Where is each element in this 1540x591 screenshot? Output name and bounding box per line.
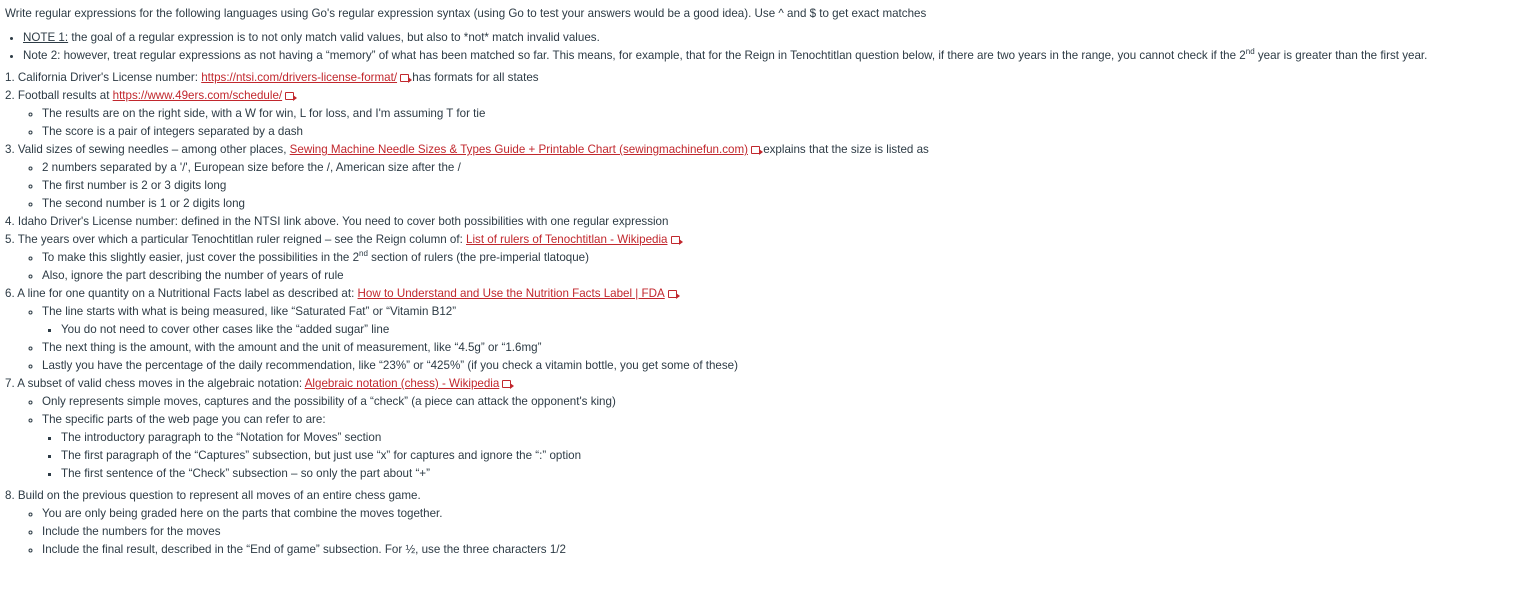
note-2-sup: nd bbox=[1245, 47, 1255, 57]
list-item: ◦ The score is a pair of integers separated by a dash bbox=[42, 123, 1540, 141]
external-link-icon[interactable] bbox=[668, 290, 677, 298]
q3-text-b: explains that the size is listed as bbox=[759, 143, 929, 156]
question-6 bbox=[5, 285, 1540, 375]
list-item: ◦ 2 numbers separated by a '/', European size before the /, American size after the / bbox=[42, 159, 1540, 177]
q7-text-a: A subset of valid chess moves in the algebraic notation: bbox=[17, 377, 305, 390]
list-item: ▪ You do not need to cover other cases like the “added sugar” line bbox=[61, 321, 1540, 339]
question-2 bbox=[5, 87, 1540, 141]
q6-sub-list bbox=[5, 303, 1540, 375]
note-1-label: NOTE 1: bbox=[23, 31, 69, 44]
q4-text: Idaho Driver's License number: defined in the NTSI link above. You need to cover both possibilities with one regular expression bbox=[17, 215, 669, 228]
list-item: ◦ The first number is 2 or 3 digits long bbox=[42, 177, 1540, 195]
list-item bbox=[42, 303, 1540, 339]
external-link-icon[interactable] bbox=[751, 146, 760, 154]
list-item: ◦ Lastly you have the percentage of the daily recommendation, like “23%” or “425%” (if you check a vitamin bottle, you get some of these) bbox=[42, 357, 1540, 375]
q8-number: 8. bbox=[5, 489, 15, 502]
questions-list bbox=[5, 69, 1540, 559]
q1-text-a: California Driver's License number: bbox=[17, 71, 202, 84]
note-1 bbox=[23, 29, 1540, 47]
q2-number: 2. bbox=[5, 89, 15, 102]
q6-number: 6. bbox=[5, 287, 15, 300]
q7-sub2-text: The specific parts of the web page you can refer to are: bbox=[42, 413, 326, 426]
q5-sub1-sup: nd bbox=[359, 249, 368, 259]
q1-text-b: has formats for all states bbox=[409, 71, 539, 84]
question-7 bbox=[5, 375, 1540, 483]
q3-text-a: Valid sizes of sewing needles – among other places, bbox=[17, 143, 290, 156]
external-link-icon[interactable] bbox=[671, 236, 680, 244]
q5-text-a: The years over which a particular Tenochtitlan ruler reigned – see the Reign column of: bbox=[17, 233, 467, 246]
q5-sub1-text-b: section of rulers (the pre-imperial tlatoque) bbox=[367, 251, 589, 264]
ntsi-link[interactable]: https://ntsi.com/drivers-license-format/ bbox=[201, 71, 398, 84]
question-4 bbox=[5, 213, 1540, 231]
q5-sub-list bbox=[5, 249, 1540, 285]
tenochtitlan-rulers-link[interactable]: List of rulers of Tenochtitlan - Wikipedia bbox=[466, 233, 668, 246]
list-item bbox=[42, 411, 1540, 483]
intro-paragraph: Write regular expressions for the following languages using Go's regular expression syntax (using Go to test your answers would be a good idea). Use ^ and $ to get exact matches bbox=[5, 7, 927, 20]
q3-sub-list bbox=[5, 159, 1540, 213]
q5-sub1-text-a: To make this slightly easier, just cover the possibilities in the 2 bbox=[42, 251, 360, 264]
list-item: ▪ The first sentence of the “Check” subsection – so only the part about “+” bbox=[61, 465, 1540, 483]
list-item: ◦ Only represents simple moves, captures and the possibility of a “check” (a piece can attack the opponent's king) bbox=[42, 393, 1540, 411]
q2-text-a: Football results at bbox=[17, 89, 113, 102]
note-2-text-a: Note 2: however, treat regular expressions as not having a “memory” of what has been matched so far. This means, for example, that for the Reign in Tenochtitlan question below, if there are two years in the range, you cannot check if the 2 bbox=[23, 49, 1246, 62]
question-5 bbox=[5, 231, 1540, 285]
question-3 bbox=[5, 141, 1540, 213]
note-1-text: the goal of a regular expression is to not only match valid values, but also to *not* match invalid values. bbox=[68, 31, 600, 44]
q6-text-a: A line for one quantity on a Nutritional Facts label as described at: bbox=[17, 287, 358, 300]
list-item: ◦ The results are on the right side, with a W for win, L for loss, and I'm assuming T for tie bbox=[42, 105, 1540, 123]
q7-subsub-list bbox=[42, 429, 1540, 483]
q8-sub-list bbox=[5, 505, 1540, 559]
q6-sub1-text: The line starts with what is being measured, like “Saturated Fat” or “Vitamin B12” bbox=[42, 305, 457, 318]
list-item: ◦ Include the numbers for the moves bbox=[42, 523, 1540, 541]
external-link-icon[interactable] bbox=[285, 92, 294, 100]
q7-sub-list bbox=[5, 393, 1540, 483]
note-2-text-b: year is greater than the first year. bbox=[1254, 49, 1428, 62]
q3-number: 3. bbox=[5, 143, 15, 156]
external-link-icon[interactable] bbox=[502, 380, 511, 388]
question-1 bbox=[5, 69, 1540, 87]
question-8 bbox=[5, 487, 1540, 559]
q2-sub-list bbox=[5, 105, 1540, 141]
list-item: ◦ The next thing is the amount, with the amount and the unit of measurement, like “4.5g” or “1.6mg” bbox=[42, 339, 1540, 357]
q6-subsub-list bbox=[42, 321, 1540, 339]
external-link-icon[interactable] bbox=[400, 74, 409, 82]
sewing-needle-guide-link[interactable]: Sewing Machine Needle Sizes & Types Guide + Printable Chart (sewingmachinefun.com) bbox=[289, 143, 748, 156]
notes-list bbox=[5, 29, 1540, 65]
list-item: ◦ Also, ignore the part describing the number of years of rule bbox=[42, 267, 1540, 285]
list-item: ▪ The introductory paragraph to the “Notation for Moves” section bbox=[61, 429, 1540, 447]
list-item: ◦ Include the final result, described in the “End of game” subsection. For ½, use the three characters 1/2 bbox=[42, 541, 1540, 559]
list-item: ◦ The second number is 1 or 2 digits long bbox=[42, 195, 1540, 213]
list-item bbox=[42, 249, 1540, 267]
algebraic-notation-link[interactable]: Algebraic notation (chess) - Wikipedia bbox=[304, 377, 500, 390]
q1-number: 1. bbox=[5, 71, 15, 84]
list-item: ◦ You are only being graded here on the parts that combine the moves together. bbox=[42, 505, 1540, 523]
list-item: ▪ The first paragraph of the “Captures” subsection, but just use “x” for captures and ignore the “:” option bbox=[61, 447, 1540, 465]
fda-nutrition-link[interactable]: How to Understand and Use the Nutrition Facts Label | FDA bbox=[357, 287, 665, 300]
49ers-schedule-link[interactable]: https://www.49ers.com/schedule/ bbox=[112, 89, 283, 102]
q7-number: 7. bbox=[5, 377, 15, 390]
q8-text: Build on the previous question to represent all moves of an entire chess game. bbox=[17, 489, 421, 502]
q5-number: 5. bbox=[5, 233, 15, 246]
q4-number: 4. bbox=[5, 215, 15, 228]
note-2 bbox=[23, 47, 1540, 65]
